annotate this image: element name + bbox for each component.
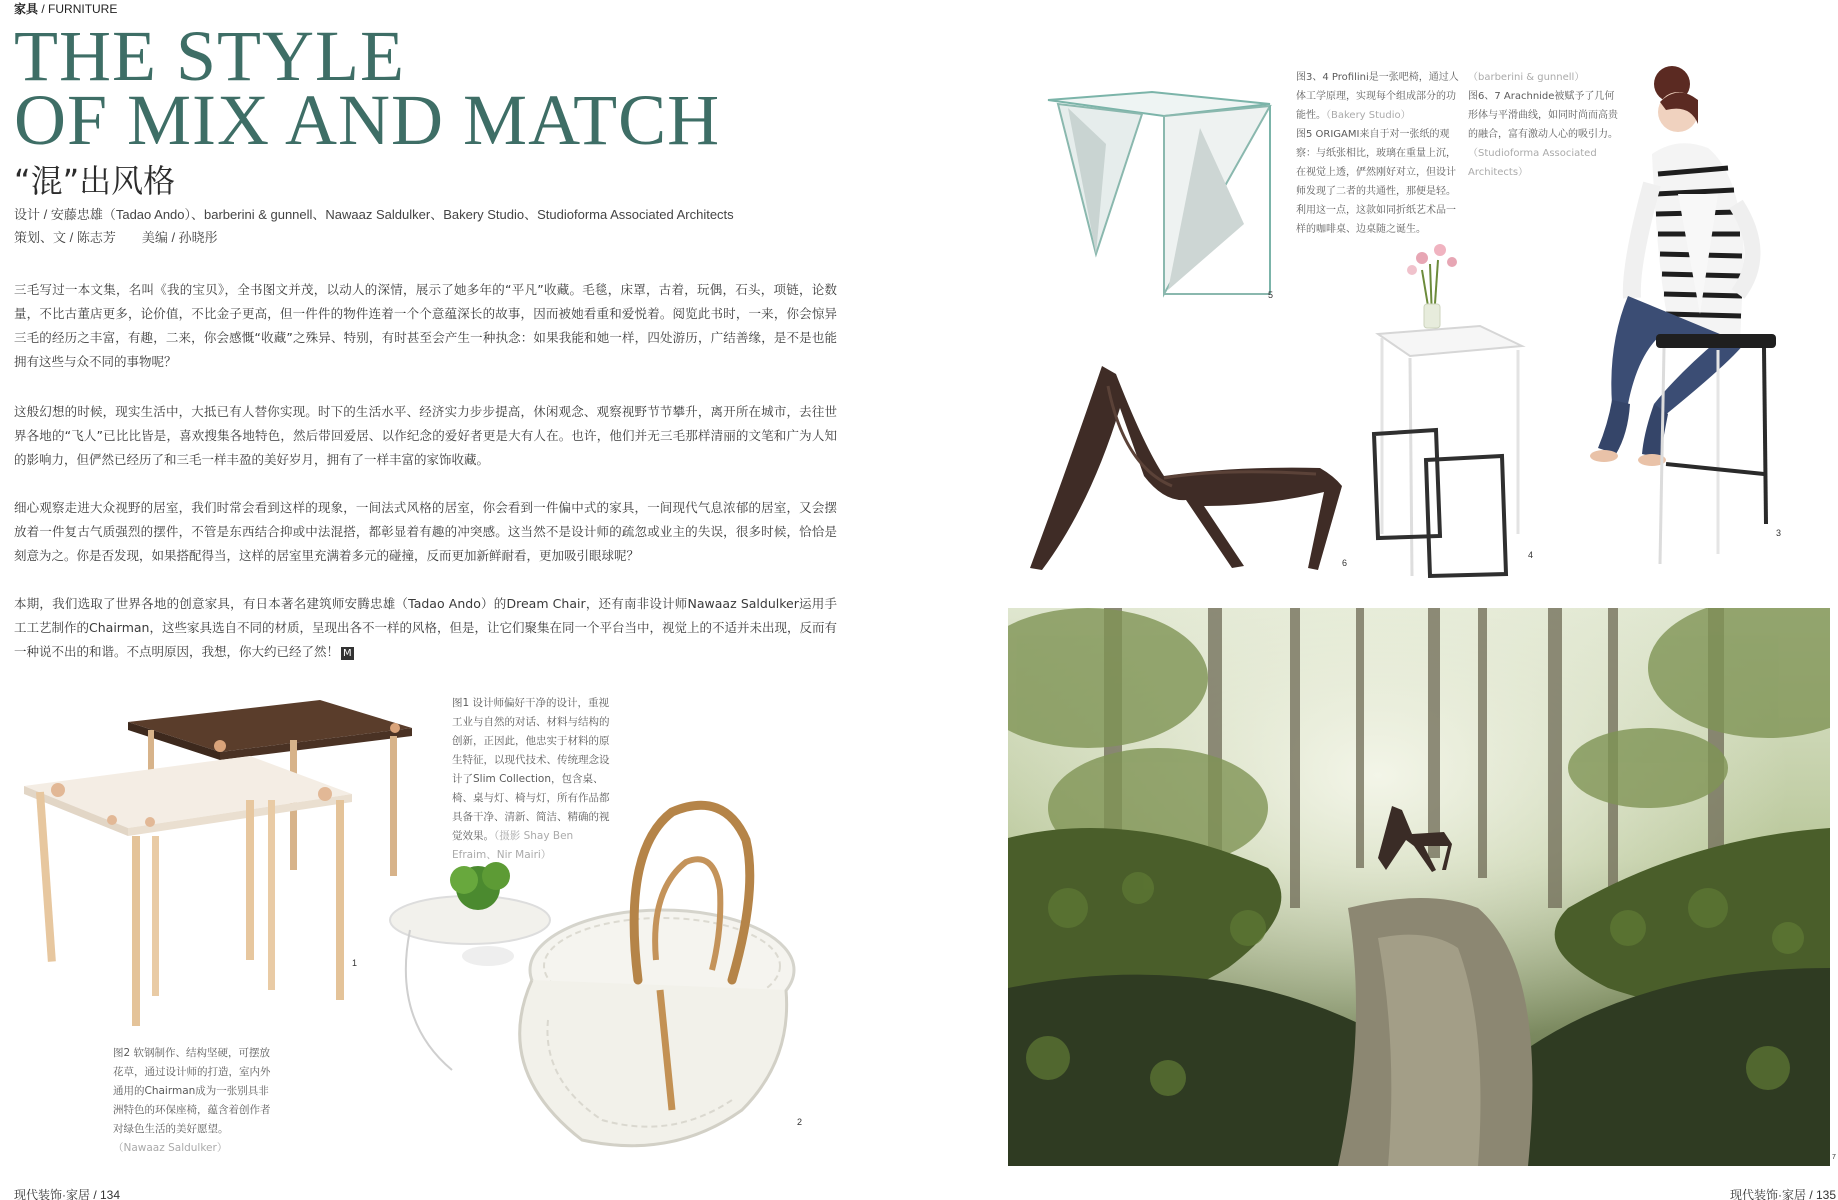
figure-7-forest-photo bbox=[1008, 608, 1830, 1166]
figure-5-number: 5 bbox=[1268, 290, 1274, 300]
figure-1-number: 1 bbox=[352, 958, 358, 968]
figure-1-caption-credit: （摄影 Shay Ben Efraim、Nir Mairi） bbox=[452, 830, 574, 861]
body-paragraph-2: 这般幻想的时候，现实生活中，大抵已有人替你实现。时下的生活水平、经济实力步步提高，休闲观念、观察视野节节攀升，离开所在城市，去往世界各地的“飞人”已比比皆是，喜欢搜集各地特色，然后带回爱居、以作纪念的爱好者更是大有人在。也许，他们并无三毛那样清丽的文笔和广为人知的影响力，但俨然已经历了和三毛一样丰盈的美好岁月，拥有了一样丰富的家饰收藏。 bbox=[14, 404, 837, 467]
body-paragraph-4 bbox=[14, 592, 837, 664]
title-line-1: THE STYLE bbox=[14, 16, 405, 96]
section-label bbox=[14, 0, 117, 17]
credits-editor: 美编 / 孙晓彤 bbox=[141, 230, 218, 245]
figure-2-caption-credit: （Nawaaz Saldulker） bbox=[113, 1142, 228, 1154]
body-paragraph-1: 三毛写过一本文集，名叫《我的宝贝》，全书图文并茂，以动人的深情，展示了她多年的“平凡”收藏。毛毯，床罩，古着，玩偶，石头，项链，论数量，不比古董店更多，论价值，不比金子更高，但一件件的物件连着一个个意蕴深长的故事，因而被她看重和爱悦着。阅览此书时，一来，你会惊异三毛的经历之丰富，有趣，二来，你会感慨“收藏”之殊异、特别，有时甚至会产生一种执念：如果我能和她一样，四处游历，广结善缘，是不是也能拥有这些与众不同的事物呢？ bbox=[14, 282, 837, 369]
figure-1-tables-photo bbox=[20, 690, 420, 1030]
subtitle-cn: “混”出风格 bbox=[14, 162, 176, 200]
page-title bbox=[14, 16, 721, 160]
figure-2-chairman-photo bbox=[372, 780, 816, 1160]
folio-right: 现代装饰·家居 / 135 bbox=[1730, 1188, 1837, 1200]
figure-5-caption-credit: （barberini & gunnell） bbox=[1468, 72, 1585, 83]
figure-3-4-caption-credit: （Bakery Studio） bbox=[1326, 110, 1411, 121]
figure-6-arachnide-chair-photo bbox=[1024, 356, 1346, 574]
end-mark: M bbox=[343, 648, 352, 659]
figure-3-number: 3 bbox=[1776, 528, 1782, 538]
figure-2-caption-text: 图2 软钢制作、结构坚硬，可摆放花草，通过设计师的打造，室内外通用的Chairman成为一张别具非洲特色的环保座椅，蕴含着创作者对绿色生活的美好愿望。 bbox=[113, 1047, 271, 1135]
figure-6-7-caption-credit: （Studioforma Associated Architects） bbox=[1468, 148, 1597, 178]
figure-4-number: 4 bbox=[1528, 550, 1534, 560]
figure-3-4-caption bbox=[1296, 68, 1460, 239]
figure-2-number: 2 bbox=[797, 1117, 803, 1127]
section-label-cn: 家具 bbox=[14, 2, 39, 16]
figure-3-woman-on-barstool-photo bbox=[1568, 44, 1802, 574]
figure-6-7-caption-text: 图6、7 Arachnide被赋予了几何形体与平滑曲线，如同时尚而高贵的融合，富有激动人心的吸引力。 bbox=[1468, 91, 1618, 140]
folio-left: 现代装饰·家居 / 134 bbox=[14, 1188, 121, 1200]
body-paragraph-3: 细心观察走进大众视野的居室，我们时常会看到这样的现象，一间法式风格的居室，你会看到一件偏中式的家具，一间现代气息浓郁的居室，又会摆放着一件复古气质强烈的摆件，不管是东西结合抑或中法混搭，都彰显着有趣的冲突感。这当然不是设计师的疏忽或业主的失误，很多时候，恰恰是刻意为之。你是否发现，如果搭配得当，这样的居室里充满着多元的碰撞，反而更加新鲜耐看，更加吸引眼球呢？ bbox=[14, 500, 837, 563]
section-label-en: / FURNITURE bbox=[41, 2, 118, 16]
figure-2-caption bbox=[113, 1044, 275, 1158]
body-paragraph-4-text: 本期，我们选取了世界各地的创意家具，有日本著名建筑师安腾忠雄（Tadao Ando）的Dream Chair，还有南非设计师Nawaaz Saldulker运用手工工艺制作的Chairman，这些家具选自不同的材质，呈现出各不一样的风格，但是，让它们聚集在同一个平台当中，视觉上的不适并未出现，反而有一种说不出的和谐。不点明原因，我想，你大约已经了然！ bbox=[14, 596, 837, 659]
figure-4-barstool-photo bbox=[1368, 234, 1534, 584]
credits-design: 设计 / 安藤忠雄（Tadao Ando）、barberini & gunnell、Nawaaz Saldulker、Bakery Studio、Studioforma Associated Architects bbox=[14, 207, 734, 222]
figure-5-caption-text: 图5 ORIGAMI来自于对一张纸的观察：与纸张相比，玻璃在重量上沉，在视觉上透，俨然刚好对立，但设计师发现了二者的共通性，那便是轻。利用这一点，这款如同折纸艺术品一样的咖啡桌、边桌随之诞生。 bbox=[1296, 129, 1456, 235]
figure-3-4-caption-text: 图3、4 Profilini是一张吧椅，通过人体工学原理，实现每个组成部分的功能性。 bbox=[1296, 72, 1459, 121]
title-line-2: OF MIX AND MATCH bbox=[14, 80, 721, 160]
credits bbox=[14, 203, 734, 249]
credits-planning: 策划、文 / 陈志芳 bbox=[14, 230, 116, 245]
figure-7-number: 7 bbox=[1832, 1154, 1836, 1161]
credits-staff bbox=[14, 226, 734, 249]
figure-1-caption-text: 图1 设计师偏好干净的设计，重视工业与自然的对话、材料与结构的创新，正因此，他忠实于材料的原生特征，以现代技术、传统理念设计了Slim Collection，包含桌、椅、桌与灯、椅与灯，所有作品都具备干净、清新、简洁、精确的视觉效果。 bbox=[452, 697, 610, 842]
figure-6-number: 6 bbox=[1342, 558, 1348, 568]
figure-5-origami-table-photo bbox=[1044, 84, 1276, 302]
